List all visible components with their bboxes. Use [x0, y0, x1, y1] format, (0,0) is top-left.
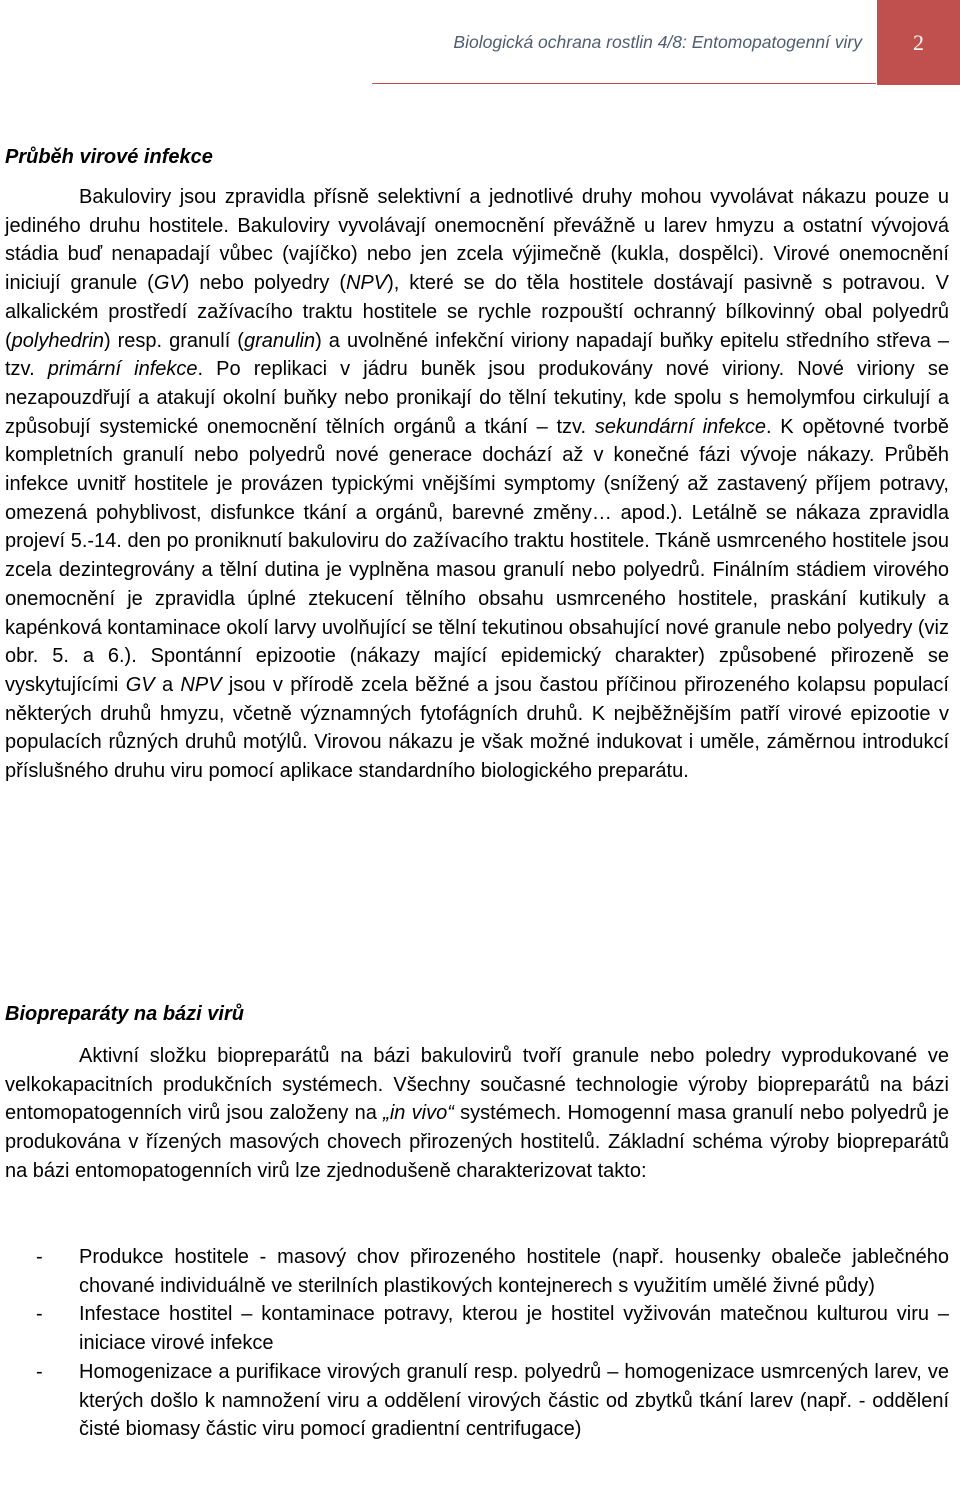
- list-item: - Produkce hostitele - masový chov přirozeného hostitele (např. housenky obaleče jablečného chované individuálně ve sterilních plastikových kontejnerech s využitím umělé živné půdy): [36, 1246, 949, 1297]
- header-divider: [372, 83, 876, 84]
- paragraph-prubeh-infekce: Bakuloviry jsou zpravidla přísně selektivní a jednotlivé druhy mohou vyvolávat nákazu pouze u jediného druhu hostitele. Bakuloviry vyvolávají onemocnění převážně u larev hmyzu a ostatní vývojová stádia buď nenapadají vůbec (vajíčko) nebo jen zcela výjimečně (kukla, dospělci). Virové onemocnění iniciují granule (GV) nebo polyedry (NPV), které se do těla hostitele dostávají pasivně s potravou. V alkalickém prostředí zažívacího traktu hostitele se rychle rozpouští ochranný bílkovinný obal polyedrů (polyhedrin) resp. granulí (granulin) a uvolněné infekční viriony napadají buňky epitelu středního střeva – tzv. primární infekce. Po replikaci v jádru buněk jsou produkovány nové viriony. Nové viriony se nezapouzdřují a atakují okolní buňky nebo pronikají do tělní tekutiny, kde spolu s hemolymfou cirkulují a způsobují systemické onemocnění tělních orgánů a tkání – tzv. sekundární infekce. K opětovné tvorbě kompletních granulí nebo polyedrů nové generace dochází až v konečné fázi vývoje nákazy. Průběh infekce uvnitř hostitele je provázen typickými vnějšími symptomy (snížený až zastavený příjem potravy, omezená pohyblivost, disfunkce tkání a orgánů, barevné změny… apod.). Letálně se nákaza zpravidla projeví 5.-14. den po proniknutí bakuloviru do zažívacího traktu hostitele. Tkáně usmrceného hostitele jsou zcela dezintegrovány a tělní dutina je vyplněna masou granulí nebo polyedrů. Finálním stádiem virového onemocnění je zpravidla úplné ztekucení tělního obsahu usmrceného hostitele, praskání kutikuly a kapénková kontaminace okolí larvy uvolňující se tělní tekutinou obsahující nové granule nebo polyedry (viz obr. 5. a 6.). Spontánní epizootie (nákazy mající epidemický charakter) způsobené přirozeně se vyskytujícími GV a NPV jsou v přírodě zcela běžné a jsou častou příčinou přirozeného kolapsu populací některých druhů hmyzu, včetně významných fytofágních druhů. K nejběžnějším patří virové epizootie v populacích různých druhů motýlů. Virovou nákazu je však možné indukovat i uměle, záměrnou introdukcí příslušného druhu viru pomocí aplikace standardního biologického preparátu.: [5, 186, 950, 783]
- production-steps-list: [5, 1243, 949, 1444]
- header-title: Biologická ochrana rostlin 4/8: Entomopatogenní viry: [453, 32, 862, 52]
- page-number-box: [877, 0, 960, 85]
- list-item: - Homogenizace a purifikace virových granulí resp. polyedrů – homogenizace usmrcených larev, ve kterých došlo k namnožení viru a oddělení virových částic od zbytků tkání larev (např. - oddělení čisté biomasy částic viru pomocí gradientní centrifugace): [36, 1360, 949, 1441]
- section-heading-prubeh-virove-infekce: Průběh virové infekce: [5, 146, 213, 168]
- page-header: [0, 0, 960, 85]
- list-item: - Infestace hostitel – kontaminace potravy, kterou je hostitel vyživován matečnou kulturou viru – iniciace virové infekce: [36, 1303, 949, 1355]
- paragraph-biopreparaty: Aktivní složku biopreparátů na bázi bakulovirů tvoří granule nebo poledry vyprodukované ve velkokapacitních produkčních systémech. Všechny současné technologie výroby biopreparátů na bázi entomopatogenních virů jsou založeny na „in vivo“ systémech. Homogenní masa granulí nebo polyedrů je produkována v řízených masových chovech přirozených hostitelů. Základní schéma výroby biopreparátů na bázi entomopatogenních virů lze zjednodušeně charakterizovat takto:: [5, 1045, 950, 1182]
- page-number: 2: [913, 29, 924, 55]
- section-heading-biopreparaty: Biopreparáty na bázi virů: [5, 1003, 244, 1025]
